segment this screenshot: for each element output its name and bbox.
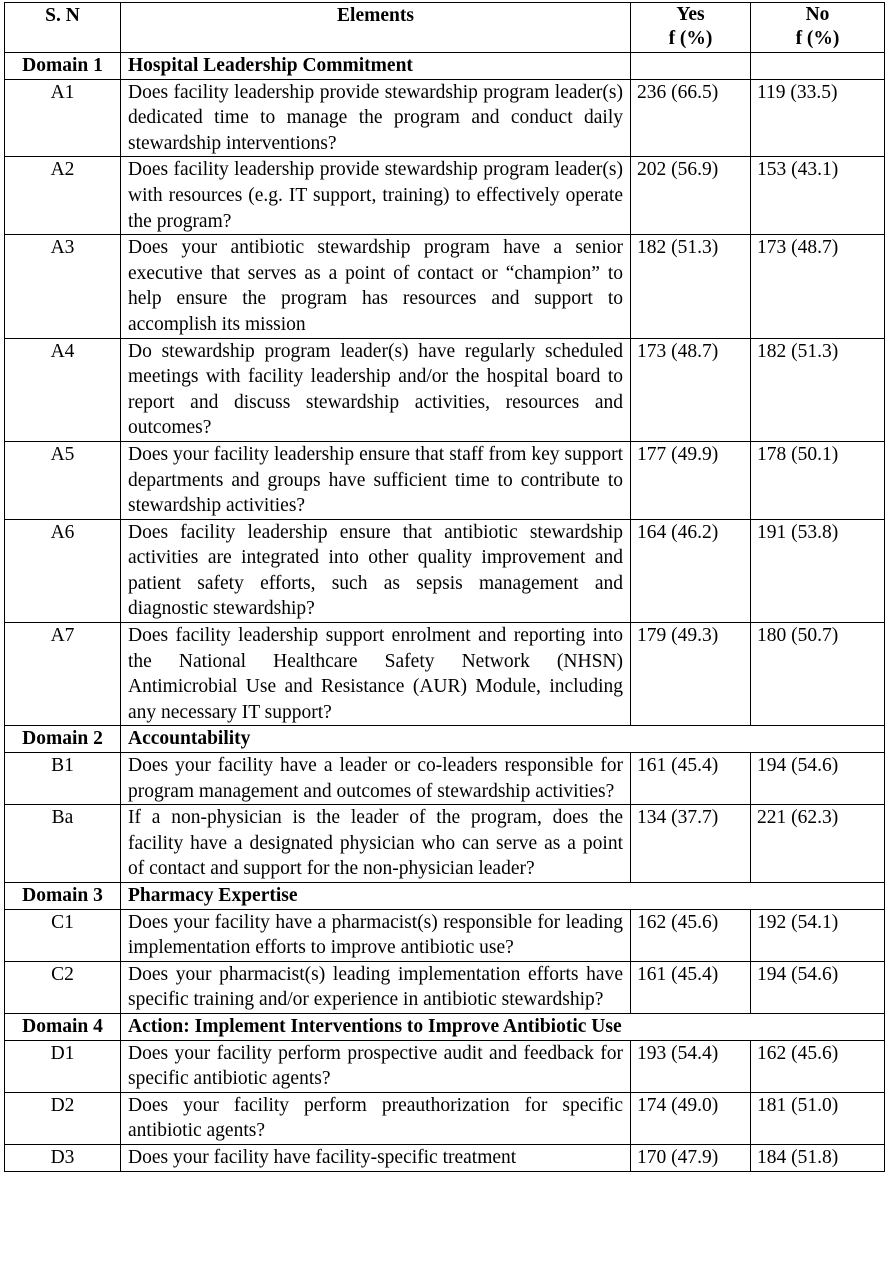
row-sn: Ba [5,805,121,883]
header-no-label: No [805,4,830,25]
table-row [5,338,885,441]
domain-code: Domain 1 [5,53,121,80]
header-yes [631,3,751,53]
row-sn: A7 [5,623,121,726]
domain-row [5,53,885,80]
row-sn: A3 [5,235,121,338]
row-no-value: 178 (50.1) [751,441,885,519]
row-no-value: 162 (45.6) [751,1040,885,1092]
row-sn: A4 [5,338,121,441]
domain-code: Domain 4 [5,1013,121,1040]
row-element-text: Does your pharmacist(s) leading implementation efforts have specific training and/or experience in antibiotic stewardship? [121,961,631,1013]
row-sn: A1 [5,79,121,157]
row-element-text: Does your facility have a leader or co-leaders responsible for program management and outcomes of stewardship activities? [121,753,631,805]
row-no-value: 173 (48.7) [751,235,885,338]
row-yes-value: 182 (51.3) [631,235,751,338]
row-sn: D3 [5,1144,121,1171]
header-elements: Elements [121,3,631,53]
header-sn: S. N [5,3,121,53]
domain-row [5,1013,885,1040]
row-element-text: Does facility leadership provide stewardship program leader(s) dedicated time to manage the program and conduct daily stewardship interventions? [121,79,631,157]
header-yes-label: Yes [676,4,705,25]
table-row [5,519,885,622]
domain-title: Action: Implement Interventions to Improve Antibiotic Use [121,1013,885,1040]
row-element-text: If a non-physician is the leader of the program, does the facility have a designated physician who can serve as a point of contact and support for the non-physician leader? [121,805,631,883]
row-no-value: 181 (51.0) [751,1092,885,1144]
row-no-value: 184 (51.8) [751,1144,885,1171]
row-element-text: Does facility leadership ensure that antibiotic stewardship activities are integrated into other quality improvement and patient safety efforts, such as sepsis management and diagnostic stewardship? [121,519,631,622]
domain-row [5,883,885,910]
row-no-value: 119 (33.5) [751,79,885,157]
row-yes-value: 173 (48.7) [631,338,751,441]
row-yes-value: 162 (45.6) [631,909,751,961]
row-yes-value: 174 (49.0) [631,1092,751,1144]
row-element-text: Does your facility perform preauthorization for specific antibiotic agents? [121,1092,631,1144]
row-no-value: 180 (50.7) [751,623,885,726]
domain-title: Hospital Leadership Commitment [121,53,631,80]
header-row [5,3,885,53]
row-no-value: 221 (62.3) [751,805,885,883]
table-row [5,1040,885,1092]
row-element-text: Does facility leadership support enrolment and reporting into the National Healthcare Safety Network (NHSN) Antimicrobial Use and Resistance (AUR) Module, including any necessary IT support? [121,623,631,726]
row-yes-value: 202 (56.9) [631,157,751,235]
row-sn: A6 [5,519,121,622]
row-yes-value: 177 (49.9) [631,441,751,519]
table-row [5,805,885,883]
table-row [5,753,885,805]
row-no-value: 194 (54.6) [751,961,885,1013]
table-row [5,909,885,961]
domain-code: Domain 3 [5,883,121,910]
row-sn: C1 [5,909,121,961]
row-element-text: Does your facility have facility-specific treatment [121,1144,631,1171]
row-yes-value: 134 (37.7) [631,805,751,883]
row-yes-value: 161 (45.4) [631,753,751,805]
table-row [5,441,885,519]
header-yes-unit: f (%) [668,28,713,49]
row-sn: A2 [5,157,121,235]
row-element-text: Does your antibiotic stewardship program have a senior executive that serves as a point of contact or “champion” to help ensure the program has resources and support to accomplish its mission [121,235,631,338]
table-row [5,623,885,726]
table-row [5,1144,885,1171]
row-element-text: Do stewardship program leader(s) have regularly scheduled meetings with facility leadership and/or the hospital board to report and discuss stewardship activities, resources and outcomes? [121,338,631,441]
row-element-text: Does facility leadership provide stewardship program leader(s) with resources (e.g. IT support, training) to effectively operate the program? [121,157,631,235]
row-yes-value: 236 (66.5) [631,79,751,157]
row-yes-value: 164 (46.2) [631,519,751,622]
stewardship-table [4,2,885,1172]
row-sn: A5 [5,441,121,519]
row-sn: B1 [5,753,121,805]
table-row [5,79,885,157]
table-row [5,157,885,235]
domain-empty-cell [751,53,885,80]
row-element-text: Does your facility leadership ensure that staff from key support departments and groups have sufficient time to contribute to stewardship activities? [121,441,631,519]
row-yes-value: 193 (54.4) [631,1040,751,1092]
row-sn: C2 [5,961,121,1013]
row-sn: D1 [5,1040,121,1092]
header-no [751,3,885,53]
domain-title: Accountability [121,726,885,753]
table-row [5,961,885,1013]
row-no-value: 182 (51.3) [751,338,885,441]
domain-empty-cell [631,53,751,80]
row-element-text: Does your facility perform prospective audit and feedback for specific antibiotic agents? [121,1040,631,1092]
header-no-unit: f (%) [795,28,840,49]
row-sn: D2 [5,1092,121,1144]
domain-row [5,726,885,753]
row-yes-value: 170 (47.9) [631,1144,751,1171]
row-no-value: 191 (53.8) [751,519,885,622]
domain-title: Pharmacy Expertise [121,883,885,910]
row-no-value: 153 (43.1) [751,157,885,235]
domain-code: Domain 2 [5,726,121,753]
table-row [5,235,885,338]
row-element-text: Does your facility have a pharmacist(s) responsible for leading implementation efforts to improve antibiotic use? [121,909,631,961]
row-yes-value: 179 (49.3) [631,623,751,726]
row-yes-value: 161 (45.4) [631,961,751,1013]
row-no-value: 194 (54.6) [751,753,885,805]
table-row [5,1092,885,1144]
row-no-value: 192 (54.1) [751,909,885,961]
